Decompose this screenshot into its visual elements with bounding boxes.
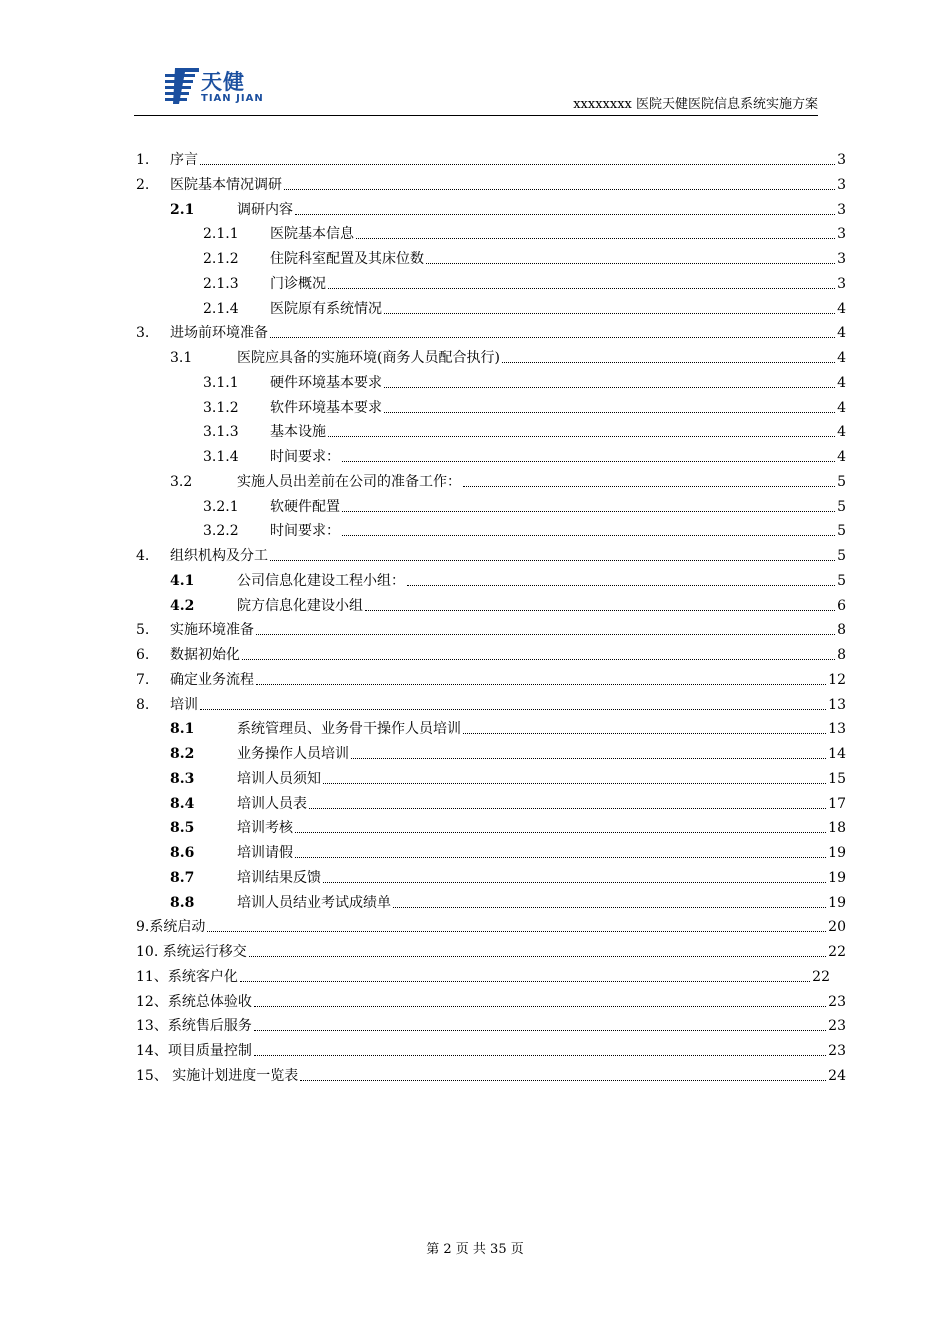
- toc-dot-leader: [323, 881, 826, 883]
- toc-entry-page: 23: [828, 1043, 846, 1059]
- toc-dot-leader: [240, 980, 810, 982]
- toc-entry-number: 8.3: [170, 770, 195, 787]
- toc-entry[interactable]: [0, 299, 950, 323]
- toc-entry[interactable]: [0, 967, 950, 991]
- toc-dot-leader: [384, 411, 835, 413]
- toc-entry-number: 2.1.2: [203, 251, 239, 267]
- toc-entry-title: 硬件环境基本要求: [270, 374, 382, 391]
- toc-entry-title: 培训: [170, 696, 198, 713]
- toc-entry[interactable]: [0, 1066, 950, 1090]
- toc-entry-number: 2.1.4: [203, 300, 239, 317]
- toc-dot-leader: [200, 163, 835, 165]
- toc-dot-leader: [342, 510, 835, 512]
- toc-entry[interactable]: [0, 620, 950, 644]
- toc-entry-number: 8.5: [170, 820, 195, 837]
- toc-entry-title: 基本设施: [270, 424, 326, 441]
- toc-dot-leader: [384, 312, 835, 314]
- toc-entry-title: 培训人员表: [237, 795, 307, 812]
- toc-dot-leader: [463, 485, 835, 487]
- toc-entry-page: 15: [828, 770, 846, 787]
- toc-entry-page: 4: [837, 350, 846, 366]
- toc-entry-page: 5: [837, 572, 846, 589]
- document-header-title: xxxxxxxx 医院天健医院信息系统实施方案: [573, 97, 818, 112]
- toc-dot-leader: [270, 559, 835, 561]
- toc-dot-leader: [328, 287, 835, 289]
- toc-dot-leader: [342, 460, 835, 462]
- toc-entry[interactable]: [0, 794, 950, 818]
- toc-dot-leader: [365, 609, 835, 611]
- toc-entry-page: 13: [828, 721, 846, 738]
- toc-entry-title: 业务操作人员培训: [237, 746, 349, 762]
- toc-entry-title: 院方信息化建设小组: [237, 597, 363, 614]
- toc-dot-leader: [270, 336, 835, 338]
- toc-entry[interactable]: [0, 596, 950, 620]
- toc-entry-title: 住院科室配置及其床位数: [270, 251, 424, 267]
- toc-entry-title: 培训请假: [237, 845, 293, 861]
- toc-entry[interactable]: [0, 769, 950, 793]
- toc-entry[interactable]: [0, 373, 950, 397]
- toc-entry[interactable]: [0, 670, 950, 694]
- toc-entry-page: 23: [828, 1018, 846, 1035]
- toc-entry-page: 4: [837, 424, 846, 441]
- toc-entry-page: 6: [837, 597, 846, 614]
- toc-dot-leader: [284, 188, 835, 190]
- toc-entry[interactable]: [0, 200, 950, 224]
- toc-dot-leader: [207, 930, 826, 932]
- toc-entry-number: 8.: [136, 696, 150, 713]
- toc-entry-title: 医院基本信息: [270, 226, 354, 243]
- toc-entry-number: 2.1: [170, 201, 195, 218]
- toc-dot-leader: [393, 906, 826, 908]
- toc-entry[interactable]: [0, 992, 950, 1016]
- toc-entry-title: 10. 系统运行移交: [136, 944, 247, 960]
- toc-entry-number: 3.1.1: [203, 374, 239, 391]
- toc-dot-leader: [356, 237, 835, 239]
- toc-entry-page: 19: [828, 845, 846, 861]
- toc-dot-leader: [300, 1079, 826, 1081]
- page-footer: 第 2 页 共 35 页: [426, 1242, 524, 1257]
- toc-entry[interactable]: [0, 917, 950, 941]
- toc-entry-title: 时间要求：: [270, 449, 340, 465]
- toc-entry-number: 3.2.2: [203, 523, 239, 540]
- toc-entry[interactable]: [0, 868, 950, 892]
- header-divider: [134, 115, 818, 116]
- toc-entry-title: 医院应具备的实施环境(商务人员配合执行): [237, 350, 500, 366]
- toc-entry[interactable]: [0, 1041, 950, 1065]
- toc-dot-leader: [254, 1029, 826, 1031]
- toc-dot-leader: [256, 633, 835, 635]
- toc-entry-number: 4.2: [170, 597, 195, 614]
- toc-entry[interactable]: [0, 942, 950, 966]
- toc-dot-leader: [309, 807, 826, 809]
- toc-entry-title: 培训结果反馈: [237, 869, 321, 886]
- toc-entry[interactable]: [0, 744, 950, 768]
- toc-dot-leader: [384, 386, 835, 388]
- toc-entry-title: 医院原有系统情况: [270, 300, 382, 317]
- toc-entry-page: 14: [828, 746, 846, 762]
- toc-dot-leader: [328, 435, 835, 437]
- toc-entry-number: 8.8: [170, 894, 195, 911]
- toc-entry-number: 8.7: [170, 869, 195, 886]
- toc-entry[interactable]: [0, 818, 950, 842]
- toc-entry-page: 8: [837, 622, 846, 639]
- toc-entry-page: 13: [828, 696, 846, 713]
- toc-entry-number: 8.6: [170, 845, 195, 861]
- toc-entry-page: 23: [828, 993, 846, 1010]
- toc-entry-title: 实施环境准备: [170, 622, 254, 639]
- toc-entry-page: 4: [837, 449, 846, 465]
- toc-dot-leader: [254, 1005, 826, 1007]
- toc-entry-page: 5: [837, 473, 846, 490]
- toc-entry[interactable]: [0, 422, 950, 446]
- toc-entry[interactable]: [0, 843, 950, 867]
- toc-entry-title: 进场前环境准备: [170, 325, 268, 342]
- toc-entry-page: 17: [828, 795, 846, 812]
- toc-entry[interactable]: [0, 695, 950, 719]
- toc-dot-leader: [200, 708, 826, 710]
- toc-entry-number: 7.: [136, 671, 150, 688]
- toc-entry-number: 3.1: [170, 350, 193, 366]
- toc-entry-page: 3: [837, 226, 846, 243]
- company-logo: [165, 66, 289, 110]
- toc-entry[interactable]: [0, 719, 950, 743]
- toc-dot-leader: [407, 584, 835, 586]
- toc-entry-page: 12: [828, 671, 846, 688]
- toc-entry-title: 确定业务流程: [170, 671, 254, 688]
- toc-entry-title: 时间要求：: [270, 523, 340, 540]
- toc-entry-page: 18: [828, 820, 846, 837]
- toc-dot-leader: [254, 1054, 826, 1056]
- toc-entry-number: 3.1.2: [203, 399, 239, 416]
- toc-entry[interactable]: [0, 323, 950, 347]
- toc-entry[interactable]: [0, 348, 950, 372]
- toc-entry-number: 6.: [136, 647, 150, 663]
- toc-entry-page: 3: [837, 176, 846, 193]
- toc-entry-page: 20: [828, 919, 846, 936]
- toc-entry-page: 22: [812, 968, 830, 985]
- toc-entry[interactable]: [0, 571, 950, 595]
- toc-entry-number: 2.: [136, 176, 150, 193]
- toc-entry-title: 15、 实施计划进度一览表: [136, 1067, 299, 1084]
- toc-entry-number: 2.1.1: [203, 226, 239, 243]
- toc-entry-title: 系统管理员、业务骨干操作人员培训: [237, 721, 461, 738]
- toc-entry[interactable]: [0, 447, 950, 471]
- logo-name-cn: 天健: [201, 70, 245, 94]
- toc-entry[interactable]: [0, 175, 950, 199]
- toc-entry-page: 4: [837, 374, 846, 391]
- toc-entry-page: 5: [837, 523, 846, 540]
- toc-entry[interactable]: [0, 497, 950, 521]
- toc-entry-title: 公司信息化建设工程小组：: [237, 572, 405, 589]
- toc-entry-title: 组织机构及分工: [170, 548, 268, 564]
- toc-entry-page: 24: [828, 1067, 846, 1084]
- toc-dot-leader: [342, 534, 835, 536]
- toc-entry-page: 5: [837, 498, 846, 515]
- toc-entry-number: 8.2: [170, 746, 195, 762]
- logo-mark-icon: [165, 66, 201, 110]
- toc-entry-page: 8: [837, 647, 846, 663]
- toc-entry-page: 4: [837, 399, 846, 416]
- toc-entry-number: 3.: [136, 325, 150, 342]
- toc-entry-number: 3.2: [170, 473, 193, 490]
- toc-entry-title: 培训人员结业考试成绩单: [237, 894, 391, 911]
- toc-entry-title: 12、系统总体验收: [136, 993, 252, 1010]
- toc-entry-page: 4: [837, 325, 846, 342]
- toc-entry-title: 医院基本情况调研: [170, 176, 282, 193]
- toc-entry[interactable]: [0, 224, 950, 248]
- logo-name-en: TIAN JIAN: [201, 93, 264, 104]
- toc-entry-title: 11、系统客户化: [136, 968, 238, 985]
- toc-entry-number: 3.1.4: [203, 449, 239, 465]
- toc-dot-leader: [502, 361, 835, 363]
- toc-entry-title: 调研内容: [237, 201, 293, 218]
- toc-dot-leader: [295, 856, 826, 858]
- toc-entry-number: 8.1: [170, 721, 195, 738]
- toc-entry-title: 软硬件配置: [270, 498, 340, 515]
- toc-entry-title: 数据初始化: [170, 647, 240, 663]
- toc-dot-leader: [323, 782, 826, 784]
- toc-dot-leader: [295, 831, 826, 833]
- toc-entry-number: 5.: [136, 622, 150, 639]
- toc-entry[interactable]: [0, 150, 950, 174]
- toc-dot-leader: [249, 955, 826, 957]
- toc-dot-leader: [242, 658, 835, 660]
- toc-entry-title: 9.系统启动: [136, 919, 206, 936]
- toc-entry-title: 13、系统售后服务: [136, 1018, 252, 1035]
- toc-entry-page: 22: [828, 944, 846, 960]
- toc-entry[interactable]: [0, 521, 950, 545]
- toc-entry[interactable]: [0, 274, 950, 298]
- toc-entry-number: 4.: [136, 548, 150, 564]
- toc-dot-leader: [426, 262, 835, 264]
- toc-entry-page: 19: [828, 894, 846, 911]
- toc-entry-page: 5: [837, 548, 846, 564]
- toc-entry[interactable]: [0, 1016, 950, 1040]
- toc-entry-title: 培训考核: [237, 820, 293, 837]
- toc-entry-number: 1.: [136, 152, 150, 168]
- toc-entry-title: 门诊概况: [270, 275, 326, 292]
- toc-entry-page: 3: [837, 275, 846, 292]
- toc-dot-leader: [256, 683, 826, 685]
- toc-entry-title: 培训人员须知: [237, 770, 321, 787]
- toc-entry[interactable]: [0, 893, 950, 917]
- toc-entry-number: 3.2.1: [203, 498, 239, 515]
- toc-entry-title: 序言: [170, 152, 198, 168]
- toc-entry[interactable]: [0, 645, 950, 669]
- toc-entry[interactable]: [0, 546, 950, 570]
- toc-entry-number: 2.1.3: [203, 275, 239, 292]
- toc-entry[interactable]: [0, 249, 950, 273]
- toc-entry[interactable]: [0, 472, 950, 496]
- toc-entry-title: 14、项目质量控制: [136, 1043, 252, 1059]
- toc-dot-leader: [463, 732, 826, 734]
- toc-entry-number: 3.1.3: [203, 424, 239, 441]
- toc-dot-leader: [295, 213, 835, 215]
- toc-entry-page: 3: [837, 152, 846, 168]
- toc-entry[interactable]: [0, 398, 950, 422]
- toc-entry-number: 8.4: [170, 795, 195, 812]
- toc-entry-number: 4.1: [170, 572, 195, 589]
- toc-dot-leader: [351, 757, 826, 759]
- toc-entry-page: 19: [828, 869, 846, 886]
- toc-entry-page: 3: [837, 201, 846, 218]
- toc-entry-title: 软件环境基本要求: [270, 399, 382, 416]
- toc-entry-title: 实施人员出差前在公司的准备工作：: [237, 473, 461, 490]
- toc-entry-page: 3: [837, 251, 846, 267]
- toc-entry-page: 4: [837, 300, 846, 317]
